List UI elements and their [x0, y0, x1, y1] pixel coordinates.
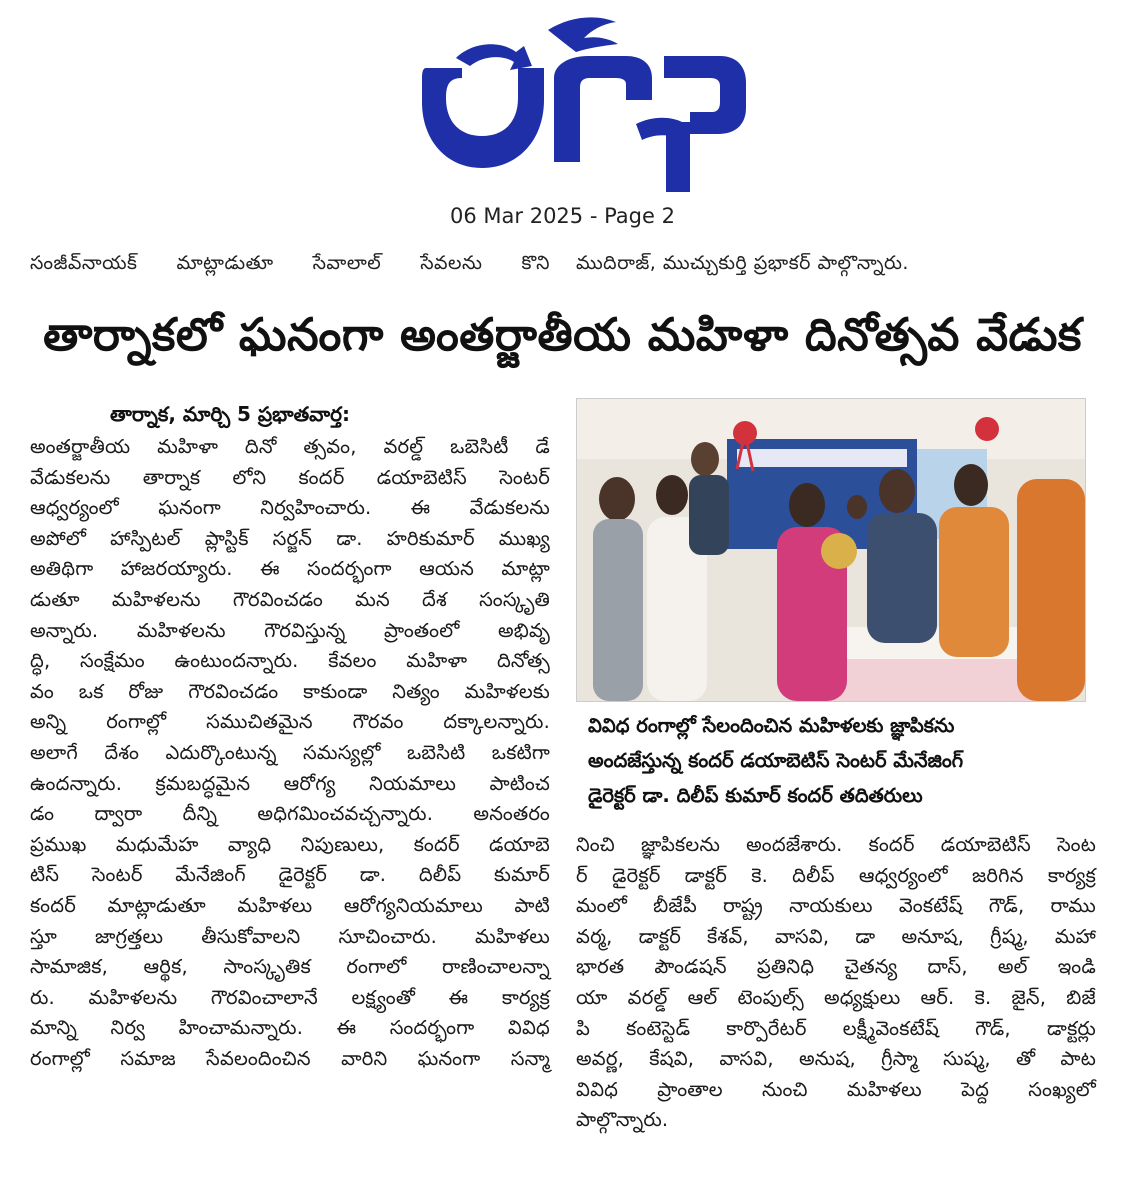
article-left-column	[30, 432, 550, 1074]
body-line: పాల్గొన్నారు.	[576, 1108, 669, 1132]
body-line: ప్రముఖ మధుమేహ వ్యాధి నిపుణులు, కందర్ డయాబె	[30, 832, 550, 856]
body-line: ర్ డైరెక్టర్ డాక్టర్ కె. దిలీప్ ఆధ్వర్యంలో జరిగిన కార్యక్ర	[576, 863, 1096, 887]
edition-dateline: 06 Mar 2025 - Page 2	[450, 204, 675, 228]
body-line: ద్ధి, సంక్షేమం ఉంటుందన్నారు. కేవలం మహిళా దినోత్స	[30, 649, 550, 673]
body-line: ఆధ్వర్యంలో ఘనంగా నిర్వహించారు. ఈ వేడుకలను	[30, 496, 550, 520]
body-line: అన్నారు. మహిళలను గౌరవిస్తున్న ప్రాంతంలో అభివృ	[30, 618, 550, 642]
caption-line: అందజేస్తున్న కందర్ డయాబెటిస్ సెంటర్ మేనేజింగ్	[588, 749, 964, 772]
body-line: ఉందన్నారు. క్రమబద్ధమైన ఆరోగ్య నియమాలు పాటించ	[30, 771, 550, 795]
dove-icon	[548, 17, 618, 52]
body-line: యా వరల్డ్ ఆల్ టెంపుల్స్ అధ్యక్షులు ఆర్. కె. జైన్, బిజే	[576, 985, 1096, 1009]
body-line: టిస్ సెంటర్ మేనేజింగ్ డైరెక్టర్ డా. దిలీప్ కుమార్	[30, 863, 550, 887]
body-line: డుతూ మహిళలను గౌరవించడం మన దేశ సంస్కృతి	[30, 587, 550, 611]
carryover-text-right: ముదిరాజ్, ముచ్చుకుర్తి ప్రభాకర్ పాల్గొన్నారు.	[576, 252, 909, 274]
body-line: వం ఒక రోజు గౌరవించడం కాకుండా నిత్యం మహిళలకు	[30, 679, 550, 703]
body-line: సామాజిక, ఆర్థిక, సాంస్కృతిక రంగాలో రాణించాలన్నా	[30, 955, 550, 979]
body-line: రు. మహిళలను గౌరవించాలానే లక్ష్యంతో ఈ కార్యక్ర	[30, 985, 550, 1009]
body-line: అపోలో హాస్పిటల్ ప్లాస్టిక్ సర్జన్ డా. హరికుమార్ ముఖ్య	[30, 526, 550, 550]
body-line: అతిథిగా హాజరయ్యారు. ఈ సందర్భంగా ఆయన మాట్లా	[30, 557, 550, 581]
article-right-column	[576, 830, 1096, 1136]
body-line: డం ద్వారా దీన్ని అధిగమించవచ్చన్నారు. అనంతరం	[30, 802, 550, 826]
body-line: కందర్ మాట్లాడుతూ మహిళలు ఆరోగ్యనియమాలు పాటి	[30, 893, 550, 917]
body-line: అలాగే దేశం ఎదుర్కొంటున్న సమస్యల్లో ఒబెసిటి ఒకటిగా	[30, 740, 550, 764]
article-headline: తార్నాకలో ఘనంగా అంతర్జాతీయ మహిళా దినోత్సవ వేడుక	[43, 308, 1082, 361]
body-line: వర్మ, డాక్టర్ కేశవ్, వాసవి, డా అనూష, గ్రీష్మ, మహా	[576, 924, 1096, 948]
body-line: మాన్ని నిర్వ హించామన్నారు. ఈ సందర్భంగా వివిధ	[30, 1016, 550, 1040]
body-line: రంగాల్లో సమాజ సేవలందించిన వారిని ఘనంగా సన్మా	[30, 1046, 550, 1070]
photo-caption	[588, 708, 1058, 813]
event-photo	[576, 398, 1086, 702]
article-byline: తార్నాక, మార్చి 5 ప్రభాతవార్త:	[110, 402, 350, 426]
body-line: అన్ని రంగాల్లో సముచితమైన గౌరవం దక్కాలన్నారు.	[30, 710, 550, 734]
body-line: మంలో బీజేపీ రాష్ట్ర నాయకులు వెంకటేష్ గౌడ్, రాము	[576, 894, 1096, 918]
body-line: భారత పౌండషన్ ప్రతినిధి చైతన్య దాస్, అల్ ఇండి	[576, 955, 1096, 979]
body-line: పి కంటెస్టెడ్ కార్పొరేటర్ లక్ష్మీవెంకటేష్ గౌడ్, డాక్టర్లు	[576, 1016, 1096, 1040]
body-line: స్తూ జాగ్రత్తలు తీసుకోవాలని సూచించారు. మహిళలు	[30, 924, 550, 948]
caption-line: వివిధ రంగాల్లో సేలందించిన మహిళలకు జ్ఞాపికను	[588, 714, 955, 737]
masthead-logo	[420, 12, 750, 198]
body-line: వేడుకలను తార్నాక లోని కందర్ డయాబెటిస్ సెంటర్	[30, 465, 550, 489]
body-line: అంతర్జాతీయ మహిళా దినో త్సవం, వరల్డ్ ఒబెసిటీ డే	[30, 435, 550, 458]
caption-line: డైరెక్టర్ డా. దిలీప్ కుమార్ కందర్ తదితరులు	[588, 784, 923, 807]
body-line: అవర్ణ, కేషవి, వాసవి, అనుష, గ్రీస్మా సుష్మ, తో పాట	[576, 1047, 1096, 1071]
body-line: నించి జ్ఞాపికలను అందజేశారు. కందర్ డయాబెటిస్ సెంట	[576, 833, 1096, 856]
body-line: వివిధ ప్రాంతాల నుంచి మహిళలు పెద్ద సంఖ్యలో	[576, 1077, 1096, 1101]
carryover-text-left: సంజీవ్‌నాయక్ మాట్లాడుతూ సేవాలాల్ సేవలను కొని	[30, 252, 550, 274]
